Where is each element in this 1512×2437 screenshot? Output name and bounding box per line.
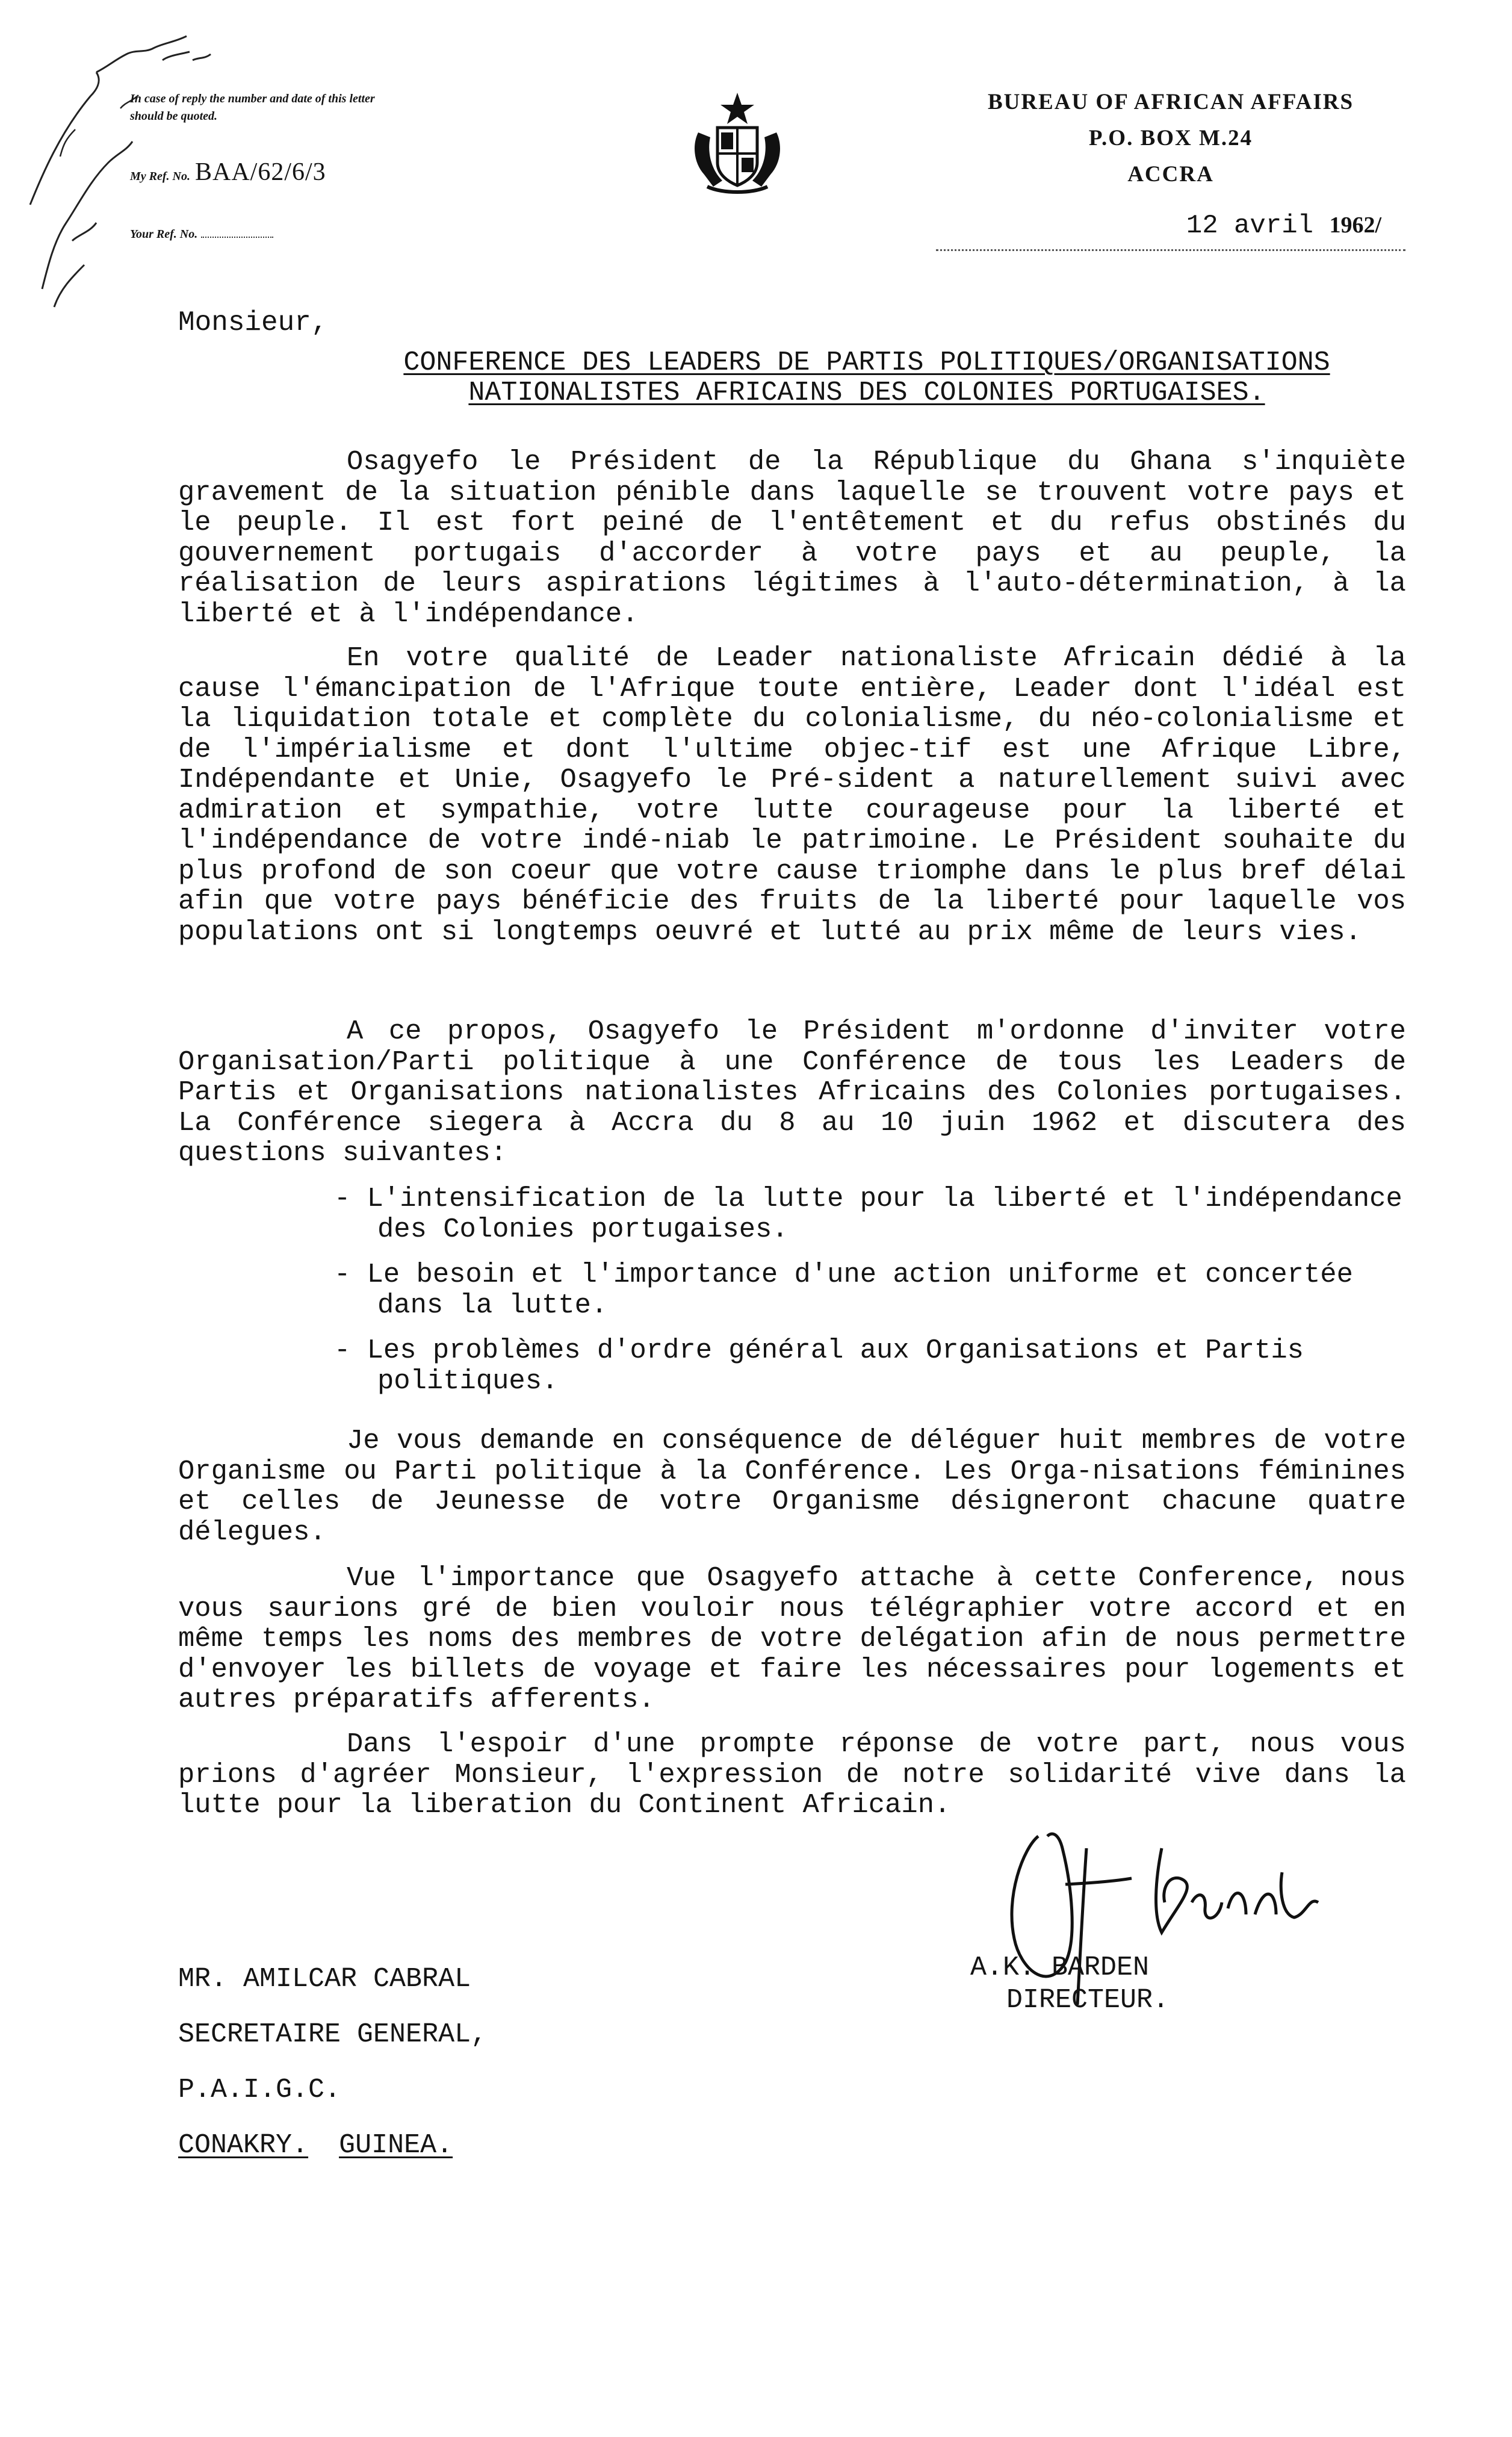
addressee-city: CONAKRY. [178, 2130, 309, 2161]
paragraph-3: A ce propos, Osagyefo le Président m'ordonne d'inviter votre Organisation/Parti politique à une Conférence de tous les Leaders de Partis et Organisations nationalistes Africains des Colonies portugaises. La Conférence siegera à Accra du 8 au 10 juin 1962 et discutera des questions suivantes: [178, 1016, 1406, 1169]
paragraph-6: Dans l'espoir d'une prompte réponse de votre part, nous vous prions d'agréer Monsieur, l'expression de notre solidarité vive dans la lutte pour la liberation du Continent Africain. [178, 1728, 1406, 1821]
bureau-city: ACCRA [1127, 162, 1214, 187]
addressee-country: GUINEA. [339, 2130, 453, 2161]
addressee-location [178, 2130, 487, 2185]
paragraph-5: Vue l'importance que Osagyefo attache à cette Conference, nous vous saurions gré de bien vouloir nous télégraphier votre accord et en même temps les noms des membres de votre delégation afin de nous permettre d'envoyer les billets de voyage et faire les nécessaires pour logements et autres préparatifs afferents. [178, 1562, 1406, 1715]
your-ref-label: Your Ref. No. [130, 228, 198, 241]
bureau-name: BUREAU OF AFRICAN AFFAIRS [987, 90, 1354, 114]
letter-date [936, 211, 1405, 251]
your-ref-blank [201, 237, 273, 238]
my-ref-line [130, 158, 326, 187]
paragraph-2: En votre qualité de Leader nationaliste Africain dédié à la cause l'émancipation de l'Afrique toute entière, Leader dont l'idéal est la liquidation totale et complète du colonialisme, du néo-colonialisme et de l'impérialisme et dont l'ultime objec-tif est une Afrique Libre, Indépendante et Unie, Osagyefo le Pré-sident a naturellement suivi avec admiration et sympathie, votre lutte courageuse pour la liberté et l'indépendance de votre indé-niab le patrimoine. Le Président souhaite du plus profond de son coeur que votre cause triomphe dans le plus bref délai afin que votre pays bénéficie des fruits de la liberté pour laquelle vos populations ont si longtemps oeuvré et lutté au prix même de leurs vies. [178, 642, 1406, 948]
agenda-item: - Les problèmes d'ordre général aux Organisations et Partis politiques. [334, 1335, 1304, 1397]
your-ref-line [130, 228, 273, 241]
addressee-title: SECRETAIRE GENERAL, [178, 2019, 488, 2050]
my-ref-label: My Ref. No. [130, 170, 190, 183]
signatory [970, 1952, 1169, 2017]
subject-line-2: NATIONALISTES AFRICAINS DES COLONIES PORTUGAISES. [468, 377, 1265, 408]
addressee-name: MR. AMILCAR CABRAL [178, 1964, 471, 1995]
reference-block [130, 90, 383, 241]
paragraph-1: Osagyefo le Président de la République du Ghana s'inquiète gravement de la situation pénible dans laquelle se trouvent votre pays et le peuple. Il est fort peiné de l'entêtement et du refus obstinés du gouvernement portugais d'accorder à votre pays et au peuple, la réalisation de leurs aspirations légitimes à l'auto-détermination, à la liberté et à l'indépendance. [178, 446, 1406, 630]
date-day-month: 12 avril [1186, 211, 1314, 241]
subject-heading [337, 348, 1396, 408]
my-ref-value: BAA/62/6/3 [194, 158, 326, 186]
agenda-item: - Le besoin et l'importance d'une action uniforme et concertée dans la lutte. [334, 1259, 1353, 1321]
ghana-coat-of-arms [686, 90, 789, 196]
paragraph-4: Je vous demande en conséquence de déléguer huit membres de votre Organisme ou Parti politique à la Conférence. Les Orga-nisations féminines et celles de Jeunesse de votre Organisme désigneront chacune quatre délegues. [178, 1425, 1406, 1548]
bureau-address [936, 84, 1405, 193]
reply-instruction: In case of reply the number and date of this letter should be quoted. [130, 92, 375, 123]
bureau-po-box: P.O. BOX M.24 [1088, 126, 1253, 151]
signatory-name: A.K. BARDEN [970, 1952, 1150, 1983]
date-year: 1962/ [1329, 213, 1381, 238]
salutation: Monsieur, [178, 307, 328, 338]
addressee-block [178, 1964, 487, 2185]
addressee-organisation: P.A.I.G.C. [178, 2075, 341, 2105]
signatory-title: DIRECTEUR. [1006, 1985, 1170, 2016]
agenda-item: - L'intensification de la lutte pour la liberté et l'indépendance des Colonies portugaises. [334, 1183, 1402, 1245]
subject-line-1: CONFERENCE DES LEADERS DE PARTIS POLITIQUES/ORGANISATIONS [403, 347, 1330, 378]
